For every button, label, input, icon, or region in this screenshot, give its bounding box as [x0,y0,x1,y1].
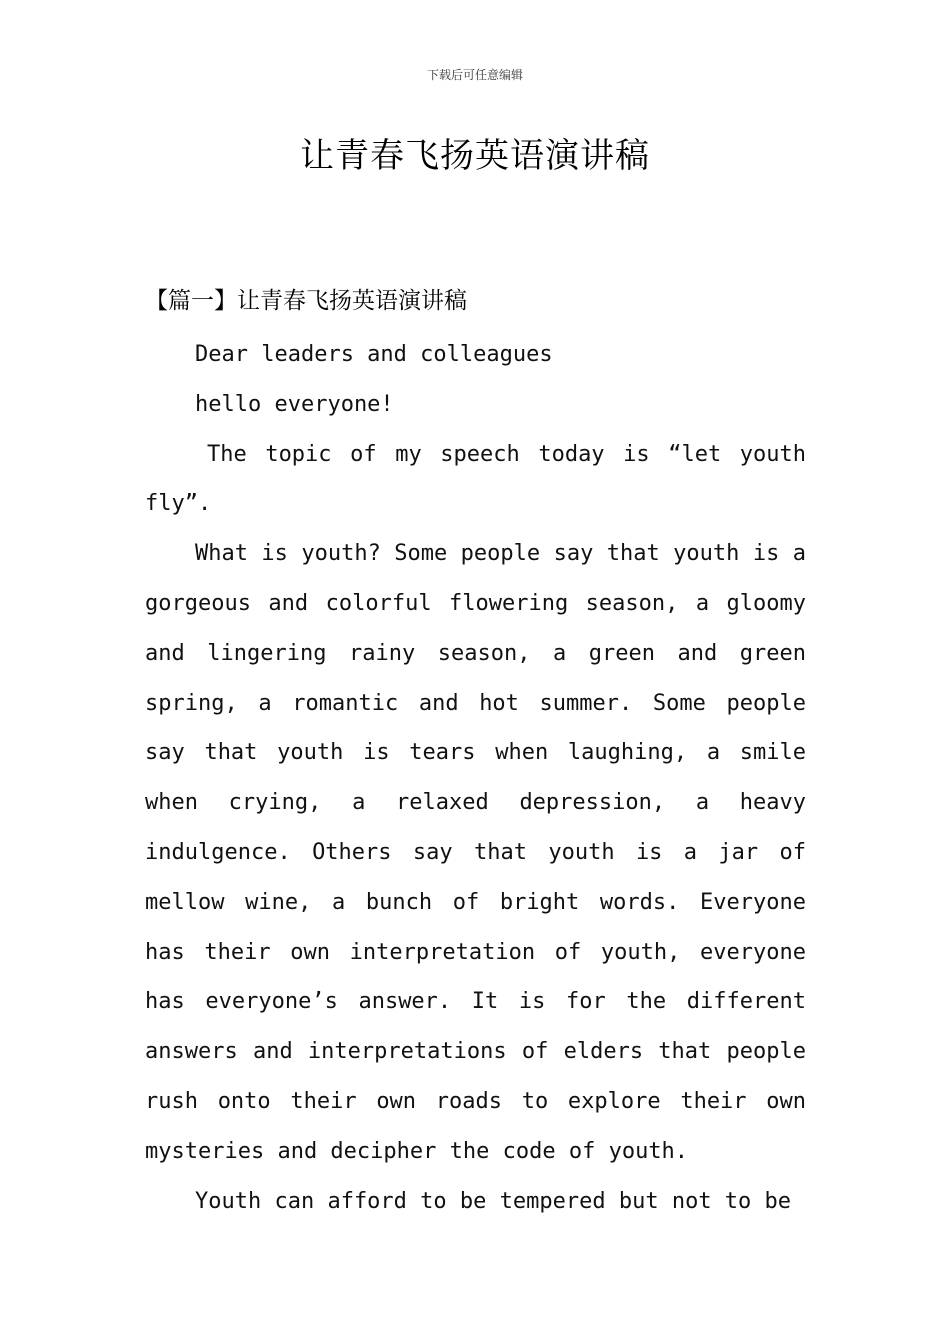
greeting-paragraph: hello everyone! [195,391,394,417]
page-title: 让青春飞扬英语演讲稿 [300,136,650,176]
section-heading: 【篇一】让青春飞扬英语演讲稿 [145,288,467,314]
youth-can-afford-paragraph: Youth can afford to be tempered but not to be [195,1188,792,1214]
header-note: 下载后可任意编辑 [426,68,523,82]
salutation-paragraph: Dear leaders and colleagues [195,342,553,367]
topic-paragraph: The topic of my speech today is “let youth fly”. [145,441,806,517]
document-body [145,330,806,1226]
what-is-youth-paragraph: What is youth? Some people say that youth is a gorgeous and colorful flowering season, a gloomy and lingering rainy season, a green and green spring, a romantic and hot summer. Some people say that youth is tears when laughing, a smile when crying, a relaxed depression, a heavy indulgence. Others say that youth is a jar of mellow wine, a bunch of bright words. Everyone has their own interpretation of youth, everyone has everyone’s answer. It is for the different answers and interpretations of elders that people rush onto their own roads to explore their own mysteries and decipher the code of youth. [145,541,806,1164]
